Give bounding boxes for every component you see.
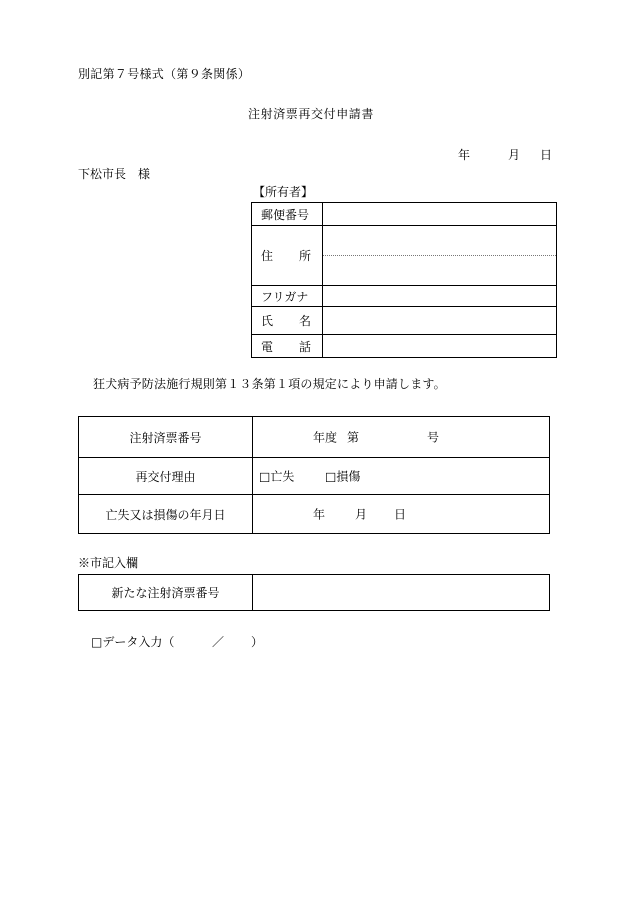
reason-field (253, 458, 549, 494)
reason-label: 再交付理由 (79, 458, 253, 494)
phone-label-1: 電 (261, 339, 274, 354)
row-loss-date (79, 494, 549, 533)
address-label-1: 住 (261, 249, 274, 263)
owner-row-name (252, 306, 556, 334)
address-label-cell (252, 226, 323, 285)
loss-date-label: 亡失又は損傷の年月日 (79, 495, 253, 533)
row-tag-number (79, 417, 549, 457)
tag-year-label: 年度 (313, 430, 338, 445)
loss-date-field[interactable] (253, 495, 549, 533)
document-title: 注射済票再交付申請書 (248, 107, 375, 121)
tag-dai-label: 第 (347, 430, 360, 445)
owner-table (251, 202, 557, 358)
lost-checkbox[interactable]: □亡失 (259, 469, 295, 484)
owner-row-postal (252, 203, 556, 225)
address-label-2: 所 (298, 249, 311, 263)
reissue-table (78, 416, 550, 534)
data-entry-checkbox[interactable]: □データ入力（ (91, 635, 175, 649)
loss-month-label: 月 (355, 507, 368, 522)
loss-day-label: 日 (394, 507, 407, 522)
postal-field[interactable] (323, 203, 556, 225)
data-entry-close: ） (251, 635, 264, 649)
phone-label-cell (252, 335, 323, 357)
furigana-field[interactable] (323, 286, 556, 306)
name-label-2: 名 (298, 314, 311, 328)
city-use-heading: ※市記入欄 (78, 556, 139, 570)
city-use-table (78, 574, 550, 611)
date-year-label: 年 (458, 148, 471, 162)
application-statement: 狂犬病予防法施行規則第１３条第１項の規定により申請します。 (93, 377, 446, 391)
recipient: 下松市長 様 (78, 167, 151, 181)
owner-row-address (252, 225, 556, 285)
new-tag-number-field[interactable] (253, 575, 549, 610)
furigana-label: フリガナ (252, 286, 323, 306)
new-tag-number-label: 新たな注射済票番号 (79, 575, 253, 610)
form-number-label: 別記第７号様式（第９条関係） (78, 67, 251, 81)
tag-number-label: 注射済票番号 (79, 417, 253, 457)
owner-row-phone (252, 334, 556, 357)
date-day-label: 日 (540, 148, 553, 162)
name-field[interactable] (323, 307, 556, 334)
data-entry-slash: ／ (212, 635, 225, 649)
phone-label-2: 話 (298, 339, 311, 354)
tag-number-field[interactable] (253, 417, 549, 457)
damaged-checkbox[interactable]: □損傷 (325, 469, 361, 484)
date-month-label: 月 (508, 148, 521, 162)
phone-field[interactable] (323, 335, 556, 357)
address-field[interactable] (323, 226, 556, 285)
owner-heading: 【所有者】 (253, 185, 314, 199)
loss-year-label: 年 (313, 507, 326, 522)
owner-row-furigana (252, 285, 556, 306)
address-divider (323, 255, 556, 256)
tag-go-label: 号 (427, 430, 440, 445)
postal-label: 郵便番号 (252, 203, 323, 225)
row-reissue-reason (79, 457, 549, 494)
name-label-1: 氏 (261, 314, 274, 328)
name-label-cell (252, 307, 323, 334)
